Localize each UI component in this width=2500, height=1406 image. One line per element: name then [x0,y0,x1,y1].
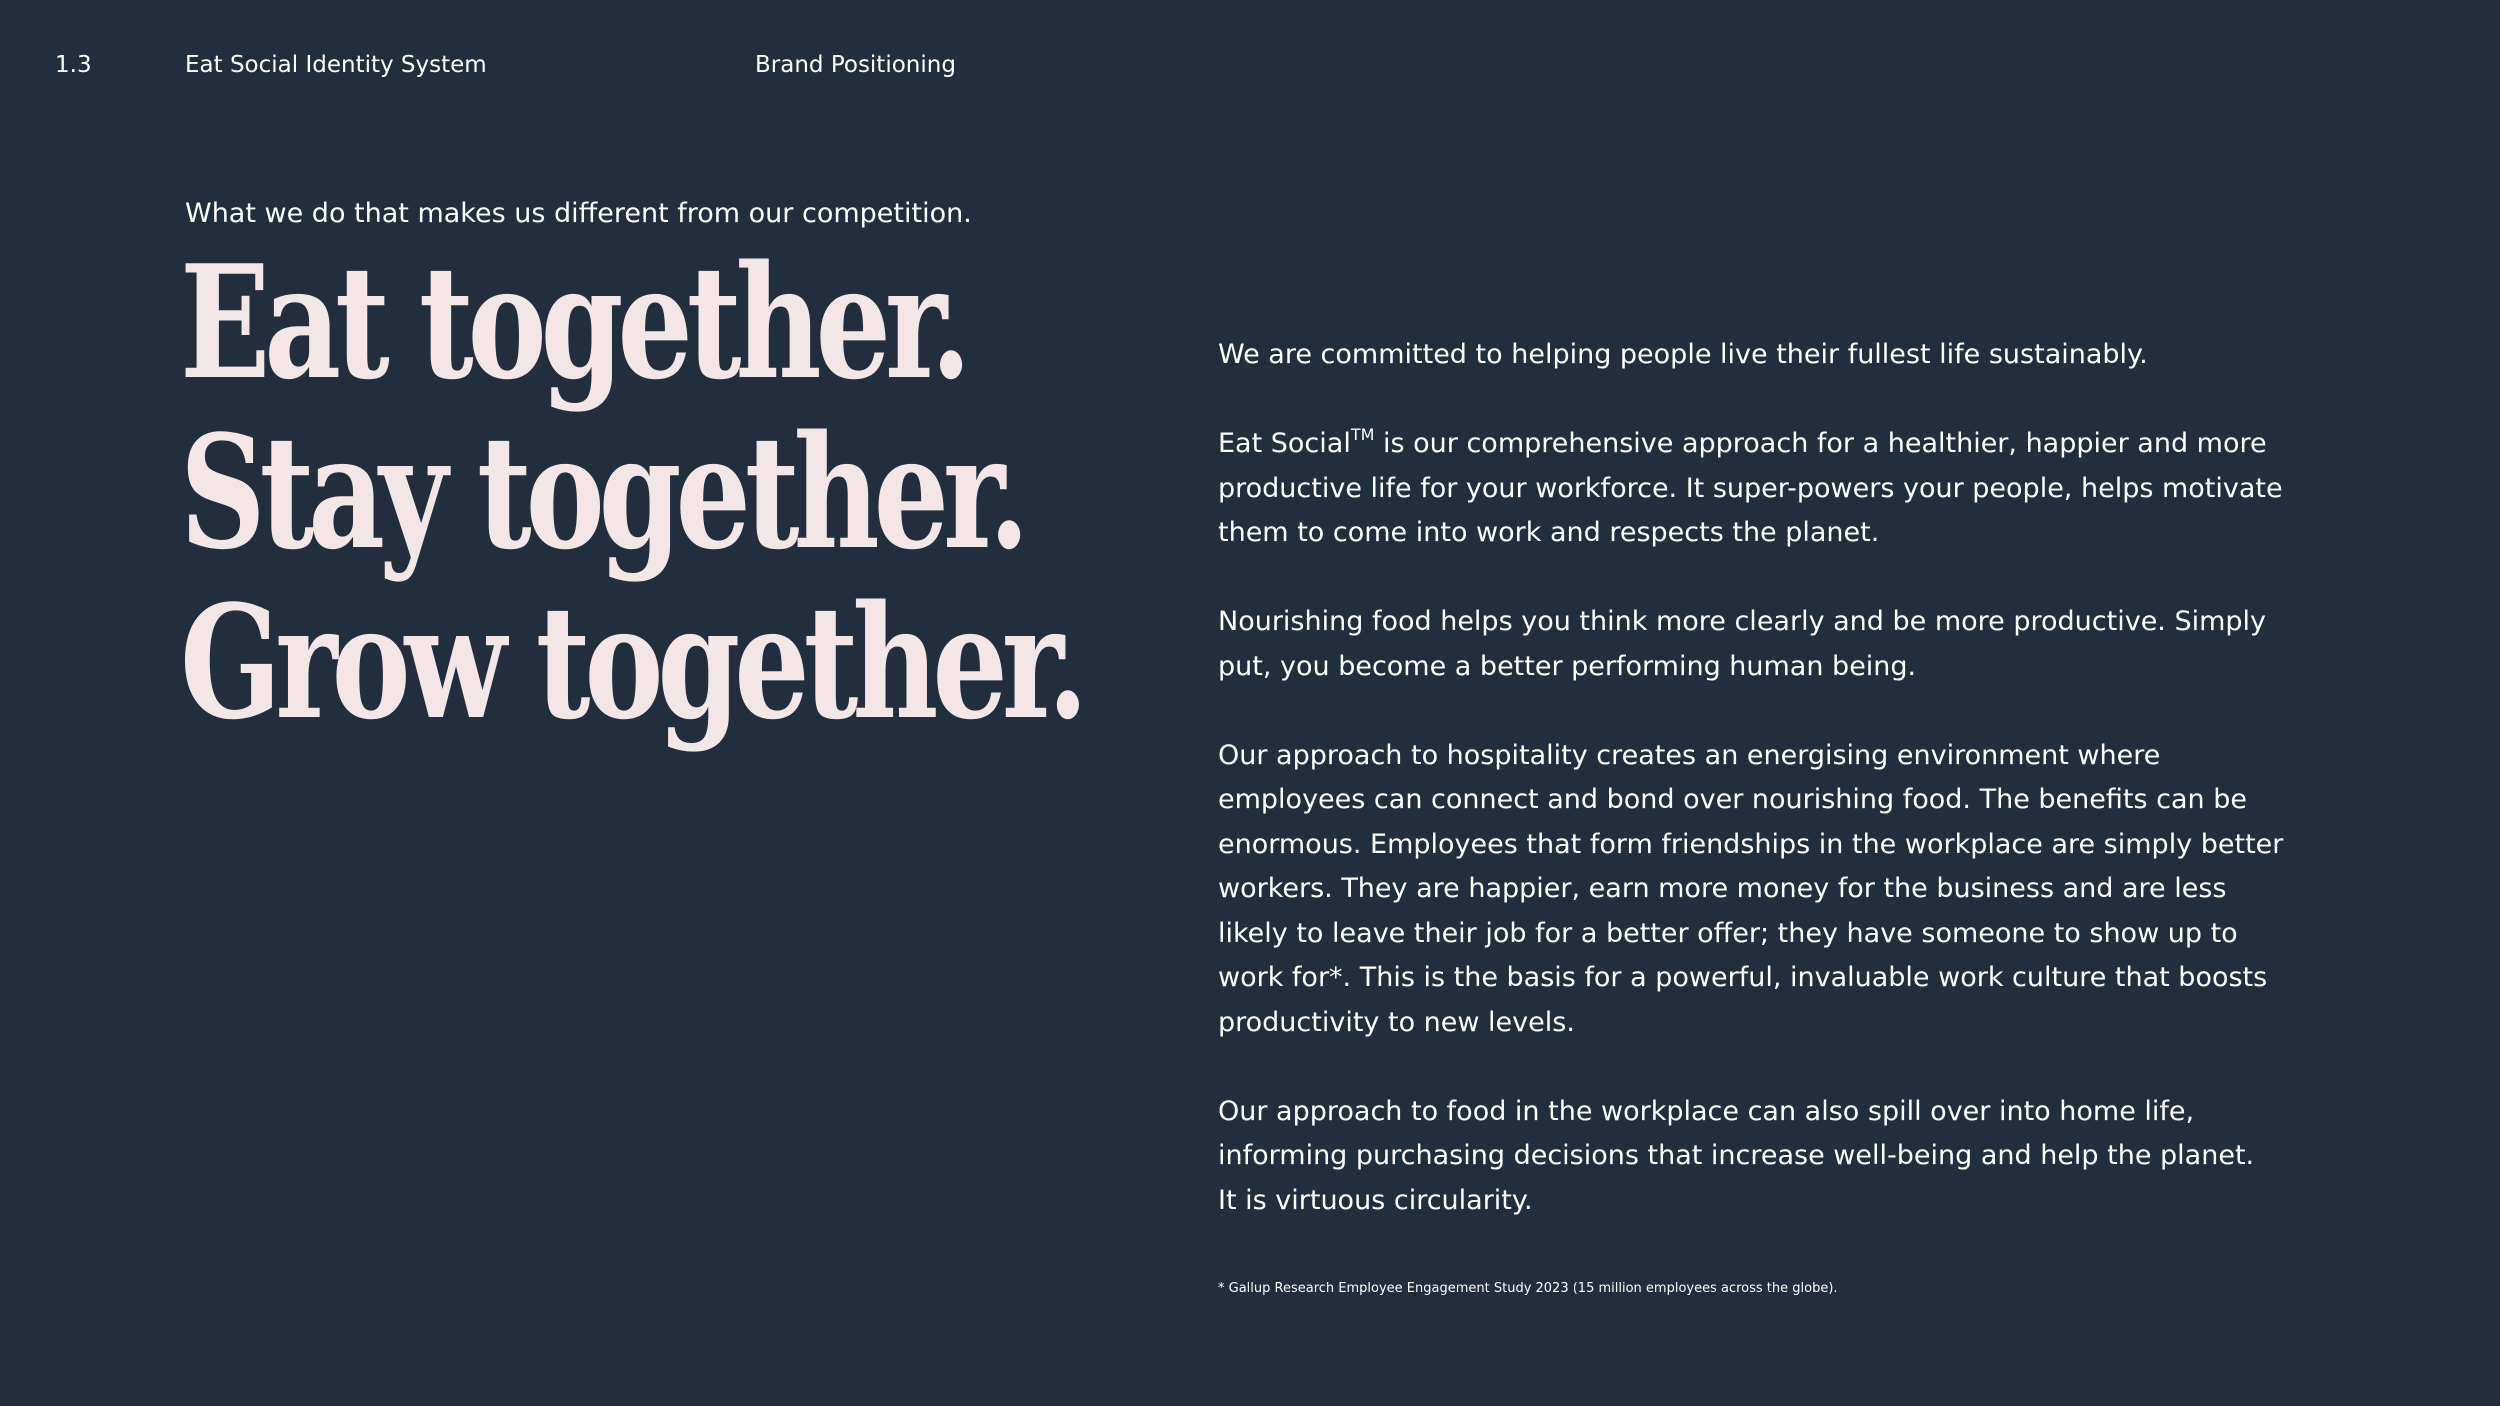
footnote: * Gallup Research Employee Engagement Study 2023 (15 million employees across the globe). [1218,1281,1838,1296]
paragraph-home-life-closing: It is virtuous circularity. [1218,1184,1533,1216]
paragraph-home-life [1218,1090,2298,1224]
paragraph-home-life-text: Our approach to food in the workplace can also spill over into home life, informing purchasing decisions that increase well-being and help the planet. [1218,1095,2255,1171]
paragraph-approach [1218,422,2298,556]
paragraph-commitment: We are committed to helping people live their fullest life sustainably. [1218,339,2148,370]
headline-line-2: Stay together. [180,401,1024,584]
section-title: Brand Positioning [755,52,956,78]
headline [180,231,1083,754]
paragraph-approach-text: is our comprehensive approach for a healthier, happier and more productive life for your workforce. It super-powers your people, helps motivate them to come into work and respects the planet. [1218,428,2283,548]
trademark-mark: TM [1350,425,1375,444]
brand-name: Eat Social [1218,428,1351,459]
paragraph-hospitality: Our approach to hospitality creates an energising environment where employees can connect and bond over nourishing food. The benefits can be enormous. Employees that form friendships in the workplace are simply better workers. They are happier, earn more money for the business and are less likely to leave their job for a better offer; they have someone to show up to work for*. This is the basis for a powerful, invaluable work culture that boosts productivity to new levels. [1218,739,2284,1038]
headline-line-3: Grow together. [180,571,1083,754]
page-number: 1.3 [55,52,92,78]
body-copy [1218,333,2298,1268]
paragraph-nourishing-food: Nourishing food helps you think more clearly and be more productive. Simply put, you become a better performing human being. [1218,606,2267,682]
document-title: Eat Social Identity System [185,52,487,78]
intro-statement: What we do that makes us different from our competition. [185,198,972,229]
headline-line-1: Eat together. [180,231,966,414]
